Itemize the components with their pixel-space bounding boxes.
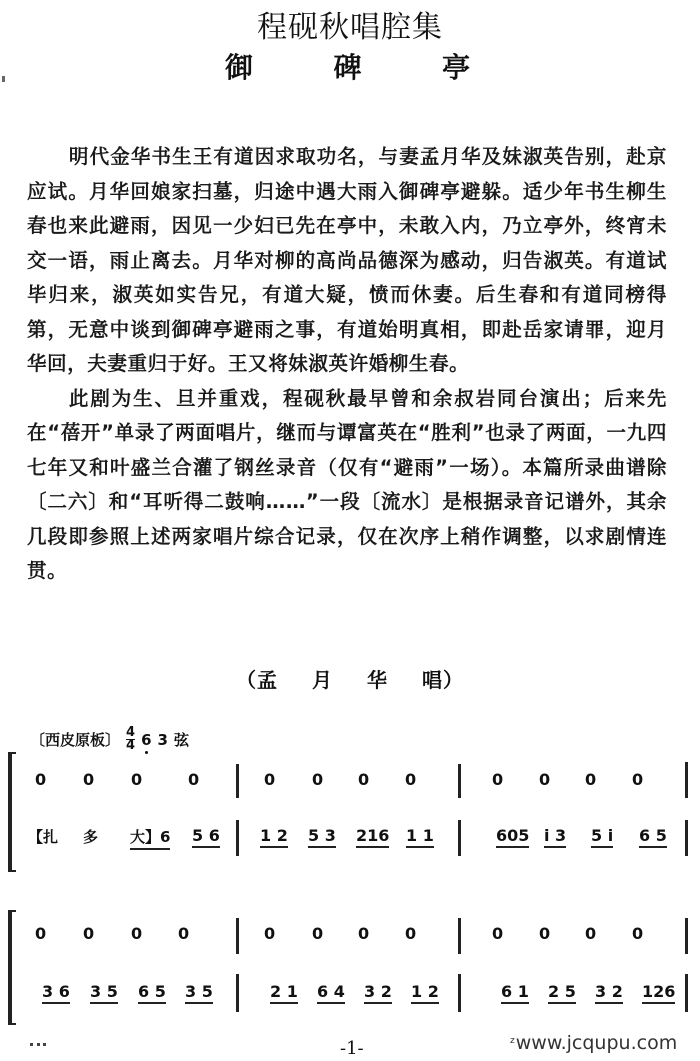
accompaniment-staff bbox=[28, 978, 693, 1008]
note-group: 3 5 bbox=[185, 982, 213, 1004]
note: 0 bbox=[492, 770, 504, 789]
note-group: i 3 bbox=[544, 826, 566, 848]
barline bbox=[236, 918, 239, 954]
note-group: 大】6 bbox=[130, 826, 170, 850]
book-title: 程砚秋唱腔集 bbox=[257, 10, 443, 45]
page-number: -1- bbox=[340, 1038, 364, 1059]
piece-title-char: 碑 bbox=[333, 51, 362, 84]
note: 0 bbox=[405, 770, 417, 789]
score-system-1 bbox=[8, 752, 693, 872]
note-group: 3 6 bbox=[42, 982, 70, 1004]
barline bbox=[458, 820, 461, 856]
note: 0 bbox=[358, 770, 370, 789]
system-brace bbox=[8, 752, 16, 872]
note: 0 bbox=[585, 924, 597, 943]
note: 0 bbox=[492, 924, 504, 943]
time-signature: 4 4 bbox=[126, 725, 136, 753]
barline bbox=[236, 764, 239, 798]
barline bbox=[685, 762, 688, 798]
barline bbox=[236, 820, 239, 856]
note: 0 bbox=[131, 770, 143, 789]
piece-title-char: 亭 bbox=[441, 51, 470, 84]
barline bbox=[685, 974, 688, 1012]
barline bbox=[458, 974, 461, 1012]
note: 0 bbox=[539, 924, 551, 943]
note: 0 bbox=[264, 924, 276, 943]
note: 0 bbox=[585, 770, 597, 789]
note-group: 6 5 bbox=[138, 982, 166, 1004]
note-group: 2 1 bbox=[270, 982, 298, 1004]
barline bbox=[458, 918, 461, 954]
scan-edge-mark bbox=[2, 76, 5, 82]
accompaniment-staff bbox=[28, 822, 693, 852]
barline bbox=[458, 764, 461, 798]
barline bbox=[685, 820, 688, 856]
note: 0 bbox=[539, 770, 551, 789]
note-group: 216 bbox=[356, 826, 389, 848]
note: 0 bbox=[83, 770, 95, 789]
note: 0 bbox=[188, 770, 200, 789]
piece-title-char: 御 bbox=[225, 51, 254, 84]
tuning-note: 6 bbox=[141, 730, 152, 749]
vocal-staff bbox=[28, 920, 693, 950]
tempo-label: 〔西皮原板〕 bbox=[30, 731, 121, 749]
barline bbox=[685, 918, 688, 954]
note: 0 bbox=[312, 924, 324, 943]
note-group: 5 3 bbox=[308, 826, 336, 848]
note-group: 6 1 bbox=[501, 982, 529, 1004]
note-group: 3 2 bbox=[595, 982, 623, 1004]
percussion-syllable: 多 bbox=[83, 828, 99, 846]
note-group: 3 5 bbox=[90, 982, 118, 1004]
scan-corner-mark bbox=[30, 1043, 46, 1053]
note: 0 bbox=[35, 924, 47, 943]
note-group: 1 1 bbox=[406, 826, 434, 848]
percussion-syllable: 【扎 bbox=[28, 828, 59, 846]
note: 0 bbox=[178, 924, 190, 943]
note: 0 bbox=[312, 770, 324, 789]
tempo-marking bbox=[30, 727, 189, 752]
note-group: 1 2 bbox=[260, 826, 288, 848]
intro-paragraph-recordings: 此剧为生、旦并重戏，程砚秋最早曾和余叔岩同台演出；后来先在“蓓开”单录了两面唱片，继而与谭富英在“胜利”也录了两面，一九四七年又和叶盛兰合灌了钢丝录音（仅有“避雨”一场）。本篇所录曲谱除〔二六〕和“耳听得二鼓响……”一段〔流水〕是根据录音记谱外，其余几段即参照上述两家唱片综合记录，仅在次序上稍作调整，以求剧情连贯。 bbox=[27, 386, 667, 582]
note-group: 1 2 bbox=[411, 982, 439, 1004]
note-group: 6 5 bbox=[639, 826, 667, 848]
note-group: 5 i bbox=[591, 826, 613, 848]
introduction-text bbox=[27, 140, 667, 589]
barline bbox=[236, 974, 239, 1012]
site-watermark: $^z$www.jcqupu.com bbox=[510, 1032, 678, 1054]
note-group: 2 5 bbox=[548, 982, 576, 1004]
note-group: 126 bbox=[642, 982, 675, 1004]
note: 0 bbox=[358, 924, 370, 943]
intro-paragraph-plot: 明代金华书生王有道因求取功名，与妻孟月华及妹淑英告别，赴京应试。月华回娘家扫墓，归途中遇大雨入御碑亭避躲。适少年书生柳生春也来此避雨，因见一少妇已先在亭中，未敢入内，乃立亭外，终宵未交一语，雨止离去。月华对柳的高尚品德深为感动，归告淑英。有道试毕归来，淑英如实告兄，有道大疑，愤而休妻。后生春和有道同榜得第，无意中谈到御碑亭避雨之事，有道始明真相，即赴岳家请罪，迎月华回，夫妻重归于好。王又将妹淑英许婚柳生春。 bbox=[27, 145, 667, 375]
note-group: 605 bbox=[496, 826, 529, 848]
system-brace bbox=[8, 910, 16, 1025]
note: 0 bbox=[264, 770, 276, 789]
note: 0 bbox=[405, 924, 417, 943]
note-group: 3 2 bbox=[364, 982, 392, 1004]
note: 0 bbox=[35, 770, 47, 789]
note: 0 bbox=[632, 770, 644, 789]
tuning-suffix: 弦 bbox=[173, 731, 189, 749]
note: 0 bbox=[632, 924, 644, 943]
vocal-staff bbox=[28, 766, 693, 796]
score-system-2 bbox=[8, 910, 693, 1025]
note-group: 6 4 bbox=[317, 982, 345, 1004]
note: 0 bbox=[131, 924, 143, 943]
note: 0 bbox=[83, 924, 95, 943]
note-group: 5 6 bbox=[192, 826, 220, 848]
tuning-note: 3 bbox=[157, 730, 168, 749]
singer-heading: （孟 月 华 唱） bbox=[236, 668, 464, 692]
piece-title bbox=[225, 46, 470, 86]
